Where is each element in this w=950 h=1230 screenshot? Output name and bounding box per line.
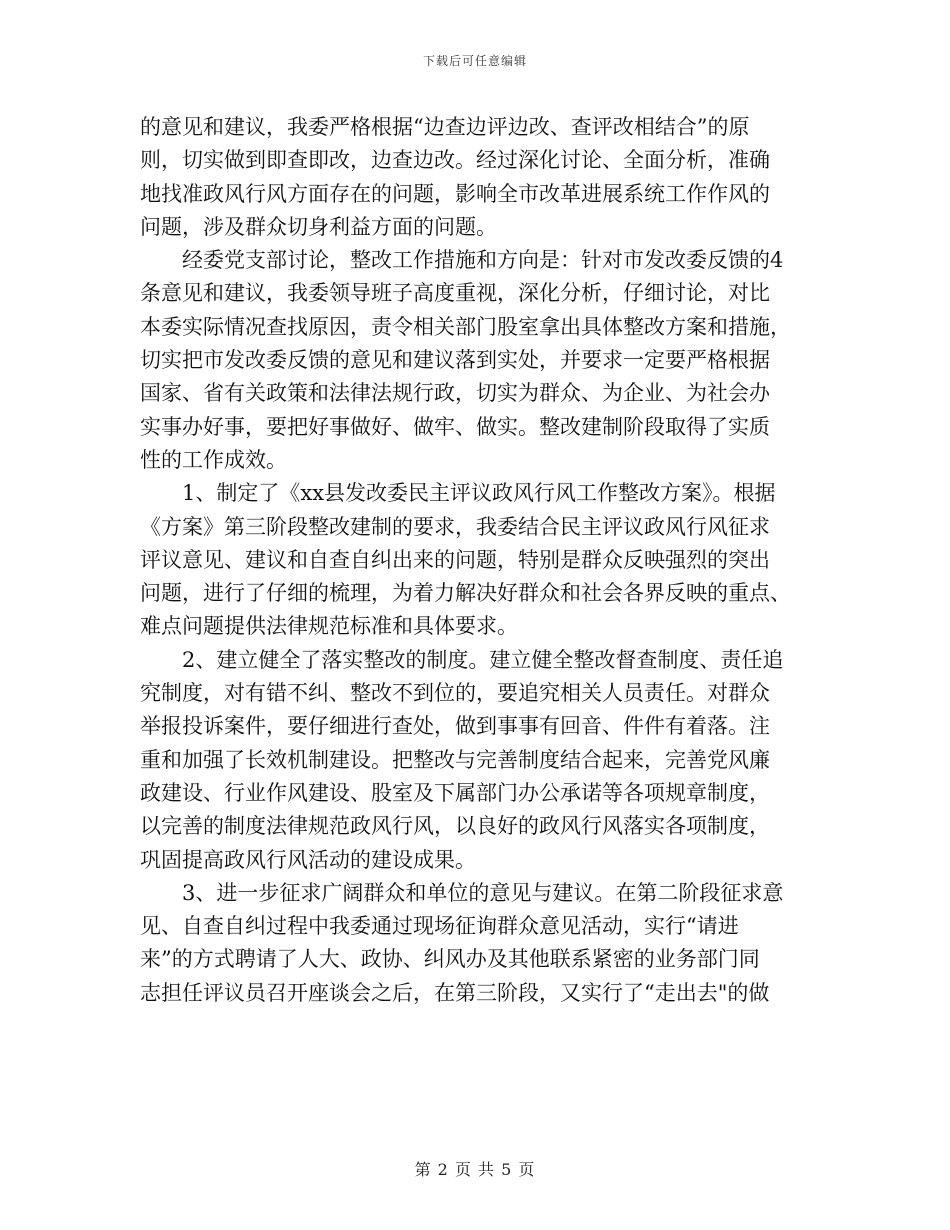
paragraph-3 bbox=[140, 477, 812, 643]
text-line: 政建设、行业作风建设、股室及下属部门办公承诺等各项规章制度， bbox=[140, 780, 770, 805]
text-line: 《方案》第三阶段整改建制的要求，我委结合民主评议政风行风征求 bbox=[140, 514, 770, 539]
text-line: 究制度，对有错不纠、整改不到位的，要追究相关人员责任。对群众 bbox=[140, 681, 770, 706]
document-body bbox=[140, 111, 812, 1010]
text-line: 则，切实做到即查即改，边查边改。经过深化讨论、全面分析，准确 bbox=[140, 148, 770, 173]
page-number: 第 2 页 共 5 页 bbox=[414, 1160, 536, 1179]
text-line: 本委实际情况查找原因，责令相关部门股室拿出具体整改方案和措施， bbox=[140, 314, 791, 339]
text-line: 以完善的制度法律规范政风行风，以良好的政风行风落实各项制度， bbox=[140, 814, 770, 839]
paragraph-4 bbox=[140, 644, 812, 877]
text-line: 3、进一步征求广阔群众和单位的意见与建议。在第二阶段征求意 bbox=[182, 880, 784, 905]
text-line: 切实把市发改委反馈的意见和建议落到实处，并要求一定要严格根据 bbox=[140, 348, 770, 373]
text-line: 地找准政风行风方面存在的问题，影响全市改革进展系统工作作风的 bbox=[140, 181, 770, 206]
text-line: 1、制定了《xx县发改委民主评议政风行风工作整改方案》。根据 bbox=[182, 481, 776, 506]
paragraph-1 bbox=[140, 111, 812, 244]
text-line: 见、自查自纠过程中我委通过现场征询群众意见活动，实行“请进 bbox=[140, 914, 739, 939]
page-header: 下载后可任意编辑 bbox=[422, 54, 527, 68]
text-line: 性的工作成效。 bbox=[140, 447, 287, 472]
paragraph-5 bbox=[140, 877, 812, 1010]
text-line: 经委党支部讨论，整改工作措施和方向是：针对市发改委反馈的4 bbox=[182, 248, 784, 273]
text-line: 重和加强了长效机制建设。把整改与完善制度结合起来，完善党风廉 bbox=[140, 747, 770, 772]
text-line: 的意见和建议，我委严格根据“边查边评边改、查评改相结合”的原 bbox=[140, 115, 750, 139]
text-line: 国家、省有关政策和法律法规行政，切实为群众、为企业、为社会办 bbox=[140, 381, 770, 406]
text-line: 问题，涉及群众切身利益方面的问题。 bbox=[140, 214, 497, 239]
text-line: 巩固提高政风行风活动的建设成果。 bbox=[140, 847, 476, 872]
paragraph-2 bbox=[140, 244, 812, 477]
text-line: 实事办好事，要把好事做好、做牢、做实。整改建制阶段取得了实质 bbox=[140, 414, 770, 439]
text-line: 举报投诉案件，要仔细进行查处，做到事事有回音、件件有着落。注 bbox=[140, 714, 770, 739]
text-line: 条意见和建议，我委领导班子高度重视，深化分析，仔细讨论，对比 bbox=[140, 281, 770, 306]
text-line: 难点问题提供法律规范标准和具体要求。 bbox=[140, 614, 518, 639]
text-line: 志担任评议员召开座谈会之后，在第三阶段，又实行了“走出去"的做 bbox=[140, 980, 770, 1005]
text-line: 来”的方式聘请了人大、政协、纠风办及其他联系紧密的业务部门同 bbox=[140, 947, 760, 972]
text-line: 评议意见、建议和自查自纠出来的问题，特别是群众反映强烈的突出 bbox=[140, 547, 770, 572]
text-line: 问题，进行了仔细的梳理，为着力解决好群众和社会各界反映的重点、 bbox=[140, 581, 791, 606]
text-line: 2、建立健全了落实整改的制度。建立健全整改督查制度、责任追 bbox=[182, 647, 784, 672]
